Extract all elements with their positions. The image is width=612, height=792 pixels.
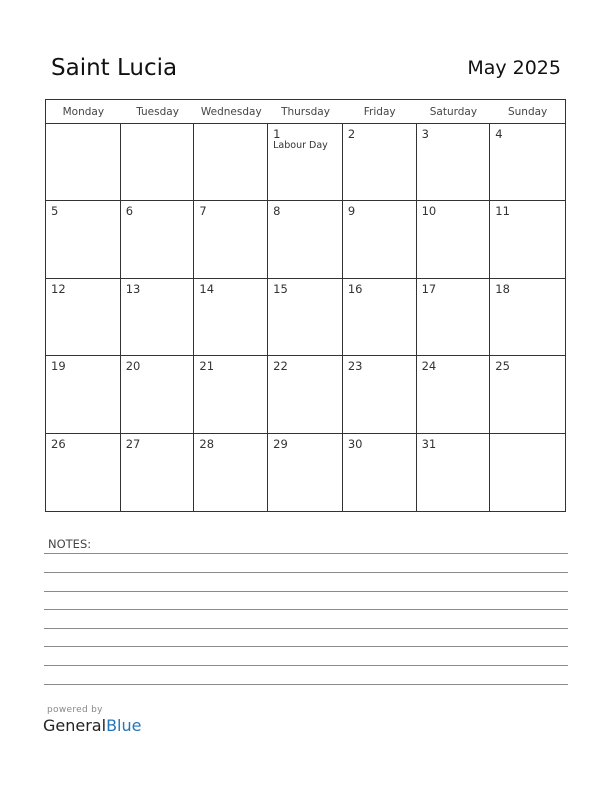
day-number: 2 [347,127,356,141]
calendar-grid [45,99,566,512]
day-cell[interactable] [343,201,417,278]
day-number: 31 [421,436,437,451]
weekday-header: Tuesday [121,100,195,124]
day-number: 4 [495,127,503,141]
day-cell[interactable] [343,356,417,433]
day-cell[interactable] [46,356,121,433]
day-cell[interactable] [46,279,121,356]
day-number: 16 [347,281,363,296]
day-number: 13 [125,281,141,296]
notes-line [44,646,568,647]
day-cell[interactable] [490,434,565,511]
day-number: 11 [495,204,510,219]
day-cell[interactable] [268,356,343,433]
notes-line [44,665,568,666]
day-number: 29 [273,436,288,451]
day-number: 22 [273,359,288,374]
day-number: 19 [51,359,66,374]
day-number: 25 [495,359,510,374]
day-cell[interactable] [490,279,565,356]
notes-line [44,628,568,629]
notes-label: NOTES: [48,537,92,551]
notes-line [44,572,568,573]
day-cell[interactable] [194,124,268,201]
day-cell[interactable] [268,279,343,356]
day-cell[interactable] [343,279,417,356]
weekday-header: Thursday [268,100,343,124]
day-cell[interactable] [417,279,491,356]
day-cell[interactable] [121,279,195,356]
day-cell[interactable] [46,434,121,511]
day-cell[interactable] [343,434,417,511]
brand-part-blue: Blue [106,716,142,735]
day-cell[interactable] [268,124,343,201]
weekday-header: Sunday [490,100,565,124]
brand-part-general: General [43,716,107,735]
notes-line [44,684,568,685]
day-cell[interactable] [268,434,343,511]
day-number: 27 [125,436,141,451]
day-cell[interactable] [46,201,121,278]
day-number: 8 [273,204,281,219]
day-cell[interactable] [194,356,268,433]
day-number: 18 [495,281,510,296]
day-cell[interactable] [417,124,491,201]
day-cell[interactable] [417,434,491,511]
calendar-month-year: May 2025 [467,57,561,79]
weekday-header: Wednesday [194,100,268,124]
day-number: 17 [421,281,437,296]
day-cell[interactable] [46,124,121,201]
calendar-country-title: Saint Lucia [51,55,178,81]
day-number: 14 [199,281,215,296]
day-number: 12 [51,281,66,296]
day-cell[interactable] [121,356,195,433]
day-number: 9 [347,204,356,219]
day-number: 15 [273,281,288,296]
day-cell[interactable] [268,201,343,278]
day-number: 20 [125,359,141,374]
day-number: 21 [199,359,215,374]
day-number: 26 [51,436,66,451]
powered-by-text: powered by [47,705,103,715]
day-number: 30 [347,436,363,451]
day-cell[interactable] [490,124,565,201]
notes-line [44,609,568,610]
generalblue-logo[interactable] [43,716,141,735]
day-number: 7 [199,204,207,219]
day-number: 3 [421,127,429,141]
day-cell[interactable] [490,201,565,278]
weekday-header: Saturday [417,100,491,124]
day-number: 10 [421,204,437,219]
weekday-header: Friday [343,100,417,124]
day-number: 24 [421,359,437,374]
day-cell[interactable] [417,356,491,433]
day-cell[interactable] [194,434,268,511]
notes-line [44,591,568,592]
holiday-label: Labour Day [273,140,328,151]
day-number: 5 [51,204,59,219]
day-cell[interactable] [121,434,195,511]
day-cell[interactable] [343,124,417,201]
day-cell[interactable] [417,201,491,278]
day-cell[interactable] [121,201,195,278]
day-number: 6 [125,204,134,219]
day-cell[interactable] [121,124,195,201]
notes-line [44,553,568,554]
day-cell[interactable] [490,356,565,433]
day-number: 1 [273,127,281,141]
day-number: 23 [347,359,363,374]
weekday-header: Monday [46,100,121,124]
day-cell[interactable] [194,279,268,356]
day-number: 28 [199,436,215,451]
day-cell[interactable] [194,201,268,278]
